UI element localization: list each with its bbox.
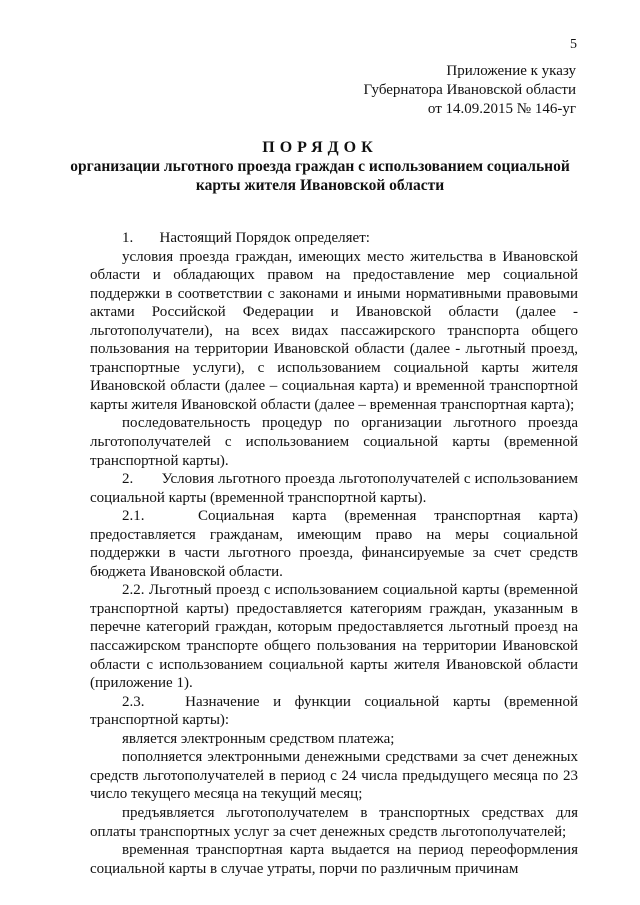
page-number: 5 [570, 37, 577, 52]
document-title [0, 138, 640, 195]
title-heading: ПОРЯДОК [262, 139, 378, 156]
paragraph-8: является электронным средством платежа; [122, 730, 395, 747]
appendix-line-3: от 14.09.2015 № 146-уг [427, 101, 576, 117]
document-body [90, 229, 578, 878]
paragraph-1: 1. Настоящий Порядок определяет: [122, 230, 370, 246]
paragraph-6: 2.2. Льготный проезд с использованием социальной карты (временной транспортной карты) предоставляется категориям граждан, указанным в перечне категорий граждан, которым предоставляется льготный проезд на пассажирском транспорте общего пользования на территории Ивановской области с использованием социальной карты жителя Ивановской области (приложение 1). [90, 582, 578, 692]
title-line-1: организации льготного проезда граждан с использованием социальной [70, 158, 570, 175]
paragraph-10: предъявляется льготополучателем в транспортных средствах для оплаты транспортных услуг за счет денежных средств льготополучателей; [90, 804, 578, 840]
title-line-2: карты жителя Ивановской области [195, 177, 445, 194]
paragraph-9: пополняется электронными денежными средствами за счет денежных средств льготополучателей в период с 24 числа предыдущего месяца по 23 число текущего месяца на текущий месяц; [90, 749, 578, 803]
paragraph-11: временная транспортная карта выдается на период переоформления социальной карты в случае утраты, порчи по различным причинам [90, 842, 578, 877]
paragraph-3: последовательность процедур по организации льготного проезда льготополучателей с использованием социальной карты (временной транспортной карты). [90, 415, 578, 469]
paragraph-7: 2.3. Назначение и функции социальной карты (временной транспортной карты): [90, 693, 578, 729]
appendix-line-2: Губернатора Ивановской области [363, 82, 576, 98]
appendix-line-1: Приложение к указу [446, 63, 576, 79]
paragraph-4: 2. Условия льготного проезда льготополучателей с использованием социальной карты (временной транспортной карты). [90, 471, 578, 506]
paragraph-2: условия проезда граждан, имеющих место жительства в Ивановской области и обладающих правом на предоставление мер социальной поддержки в соответствии с законами и иными нормативными правовыми актами Российской Федерации и Ивановской области (далее - льготополучатели), на всех видах пассажирского транспорта общего пользования на территории Ивановской области (далее - льготный проезд, транспортные услуги), с использованием социальной карты жителя Ивановской области (далее – социальная карта) и временной транспортной карты жителя Ивановской области (далее – временная транспортная карта); [90, 248, 578, 413]
appendix-reference [363, 62, 576, 119]
paragraph-5: 2.1. Социальная карта (временная транспортная карта) предоставляется гражданам, имеющим право на меры социальной поддержки в части льготного проезда, финансируемые за счет средств бюджета Ивановской области. [90, 508, 578, 580]
